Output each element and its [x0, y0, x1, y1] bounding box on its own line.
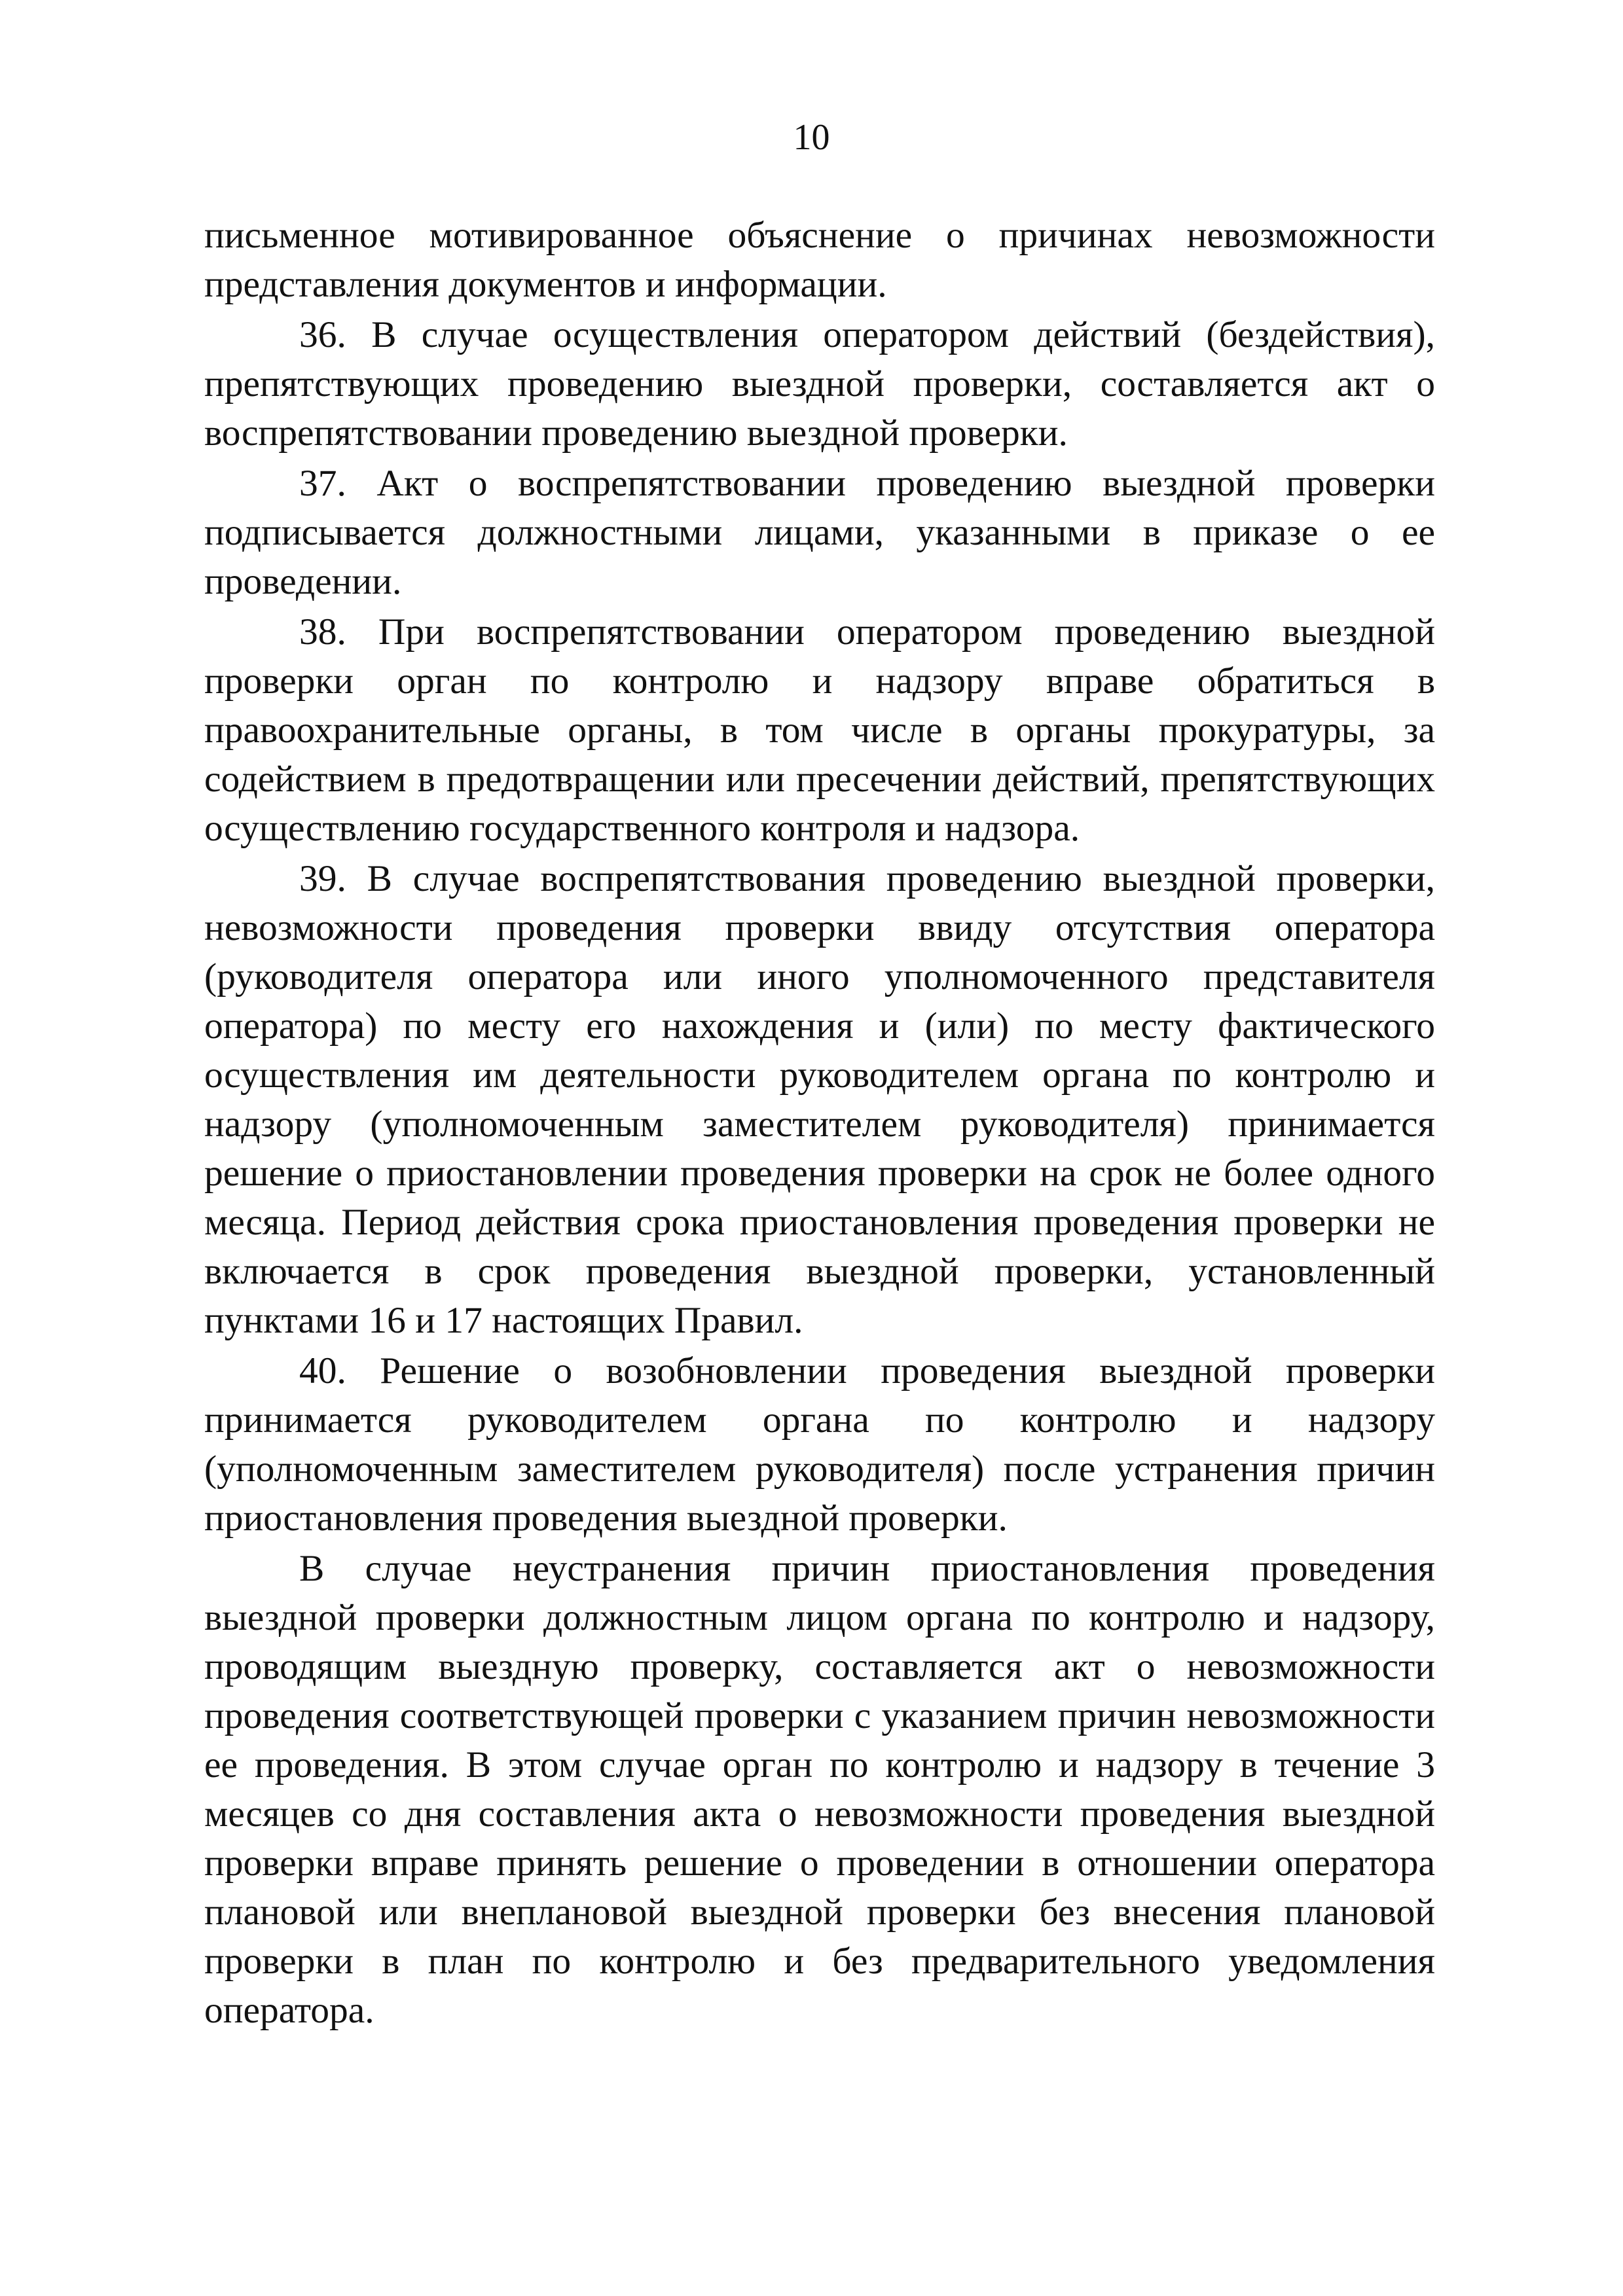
paragraph-36: 36. В случае осуществления оператором действий (бездействия), препятствующих проведению выездной проверки, составляется акт о воспрепятствовании проведению выездной проверки. [204, 314, 1435, 454]
paragraph-40: 40. Решение о возобновлении проведения выездной проверки принимается руководителем органа по контролю и надзору (уполномоченным заместителем руководителя) после устранения причин приостановления проведения выездной проверки. [204, 1350, 1435, 1539]
paragraph-38: 38. При воспрепятствовании оператором проведению выездной проверки орган по контролю и надзору вправе обратиться в правоохранительные органы, в том числе в органы прокуратуры, за содействием в предотвращении или пресечении действий, препятствующих осуществлению государственного контроля и надзора. [204, 611, 1435, 849]
page-number: 10 [793, 117, 830, 158]
paragraph-continuation: письменное мотивированное объяснение о причинах невозможности представления документов и информации. [204, 215, 1435, 305]
paragraph-39: 39. В случае воспрепятствования проведению выездной проверки, невозможности проведения проверки ввиду отсутствия оператора (руководителя оператора или иного уполномоченного представителя оператора) по месту его нахождения и (или) по месту фактического осуществления им деятельности руководителем органа по контролю и надзору (уполномоченным заместителем руководителя) принимается решение о приостановлении проведения проверки на срок не более одного месяца. Период действия срока приостановления проведения проверки не включается в срок проведения выездной проверки, установленный пунктами 16 и 17 настоящих Правил. [204, 858, 1435, 1341]
document-body [204, 211, 1435, 2035]
paragraph-40-second: В случае неустранения причин приостановления проведения выездной проверки должностным лицом органа по контролю и надзору, проводящим выездную проверку, составляется акт о невозможности проведения соответствующей проверки с указанием причин невозможности ее проведения. В этом случае орган по контролю и надзору в течение 3 месяцев со дня составления акта о невозможности проведения выездной проверки вправе принять решение о проведении в отношении оператора плановой или внеплановой выездной проверки без внесения плановой проверки в план по контролю и без предварительного уведомления оператора. [204, 1548, 1435, 2031]
paragraph-37: 37. Акт о воспрепятствовании проведению выездной проверки подписывается должностными лицами, указанными в приказе о ее проведении. [204, 463, 1435, 602]
